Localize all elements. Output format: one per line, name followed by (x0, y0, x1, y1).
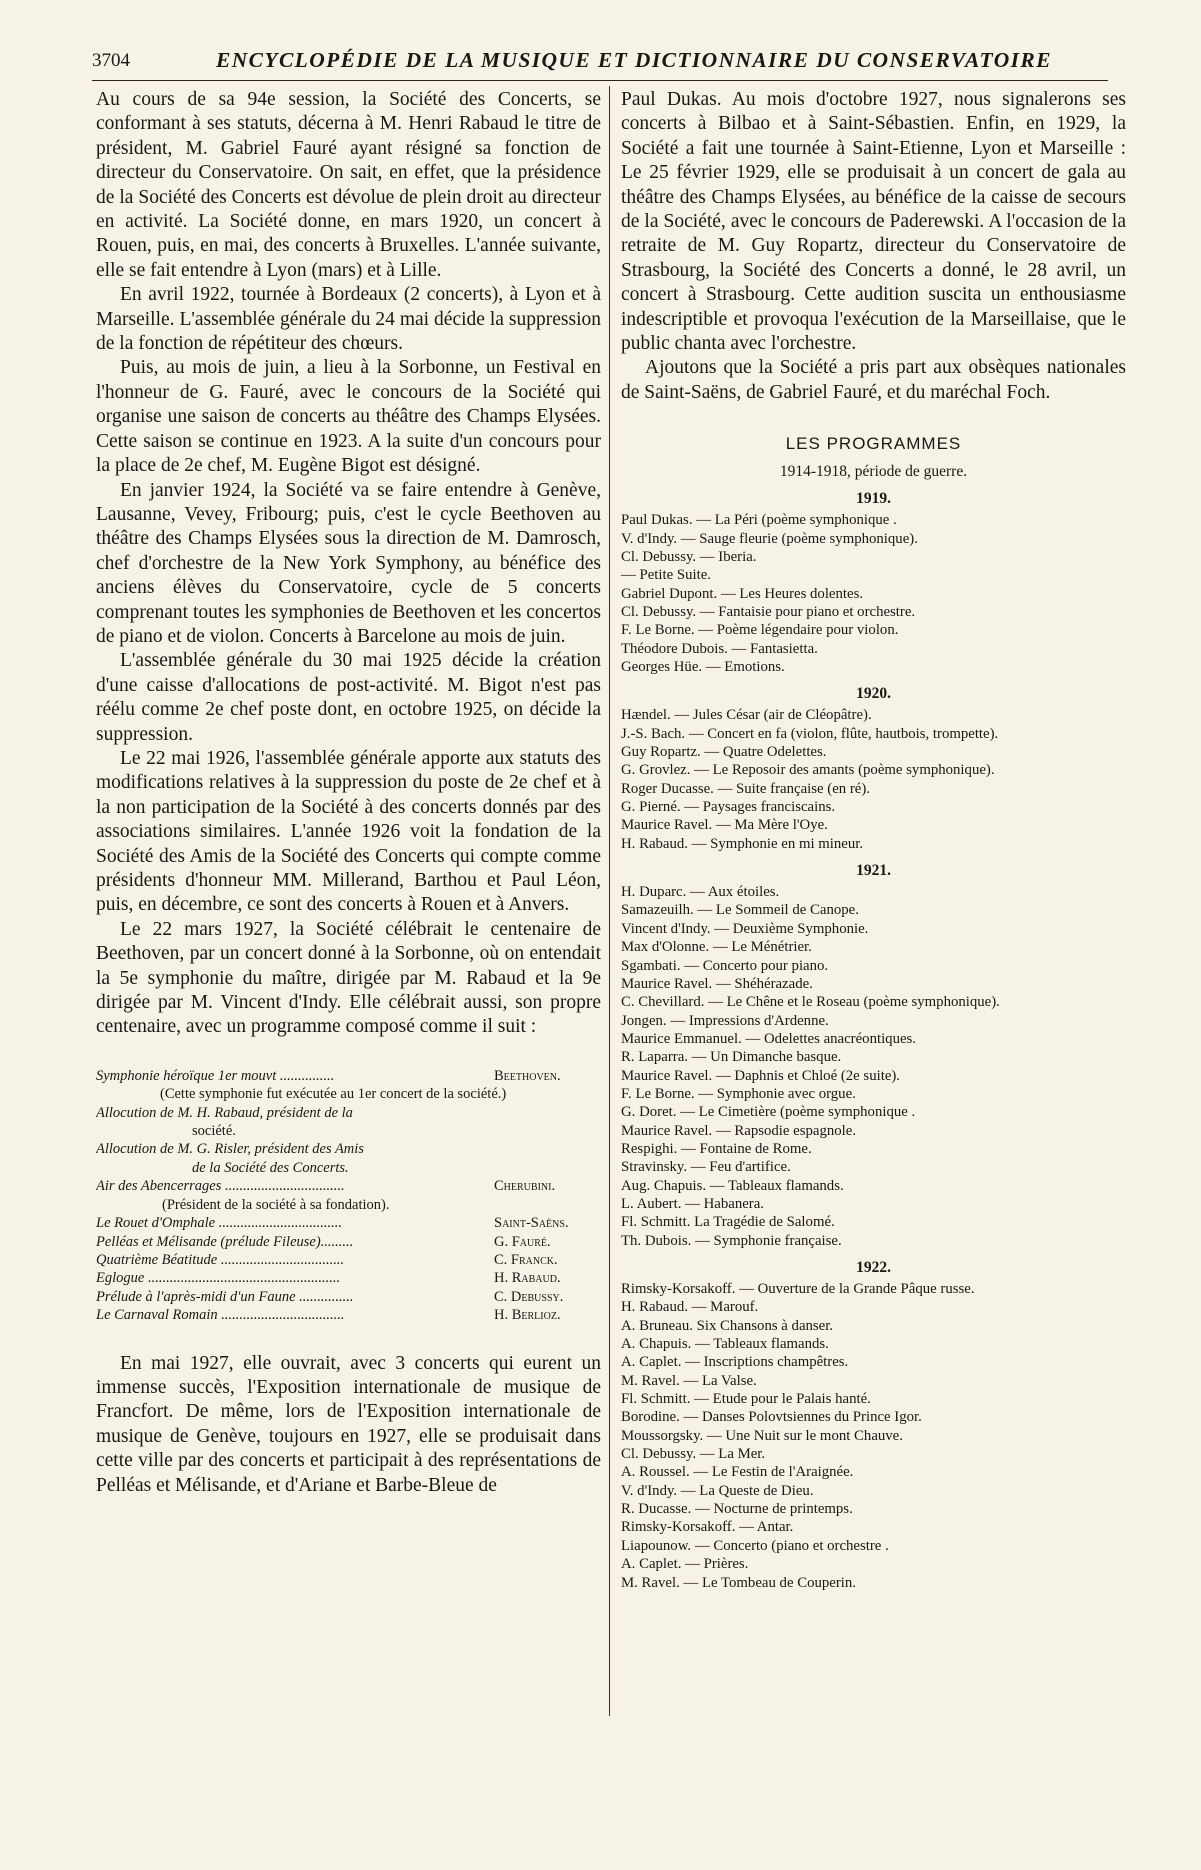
year-heading: 1921. (856, 862, 891, 880)
program-entry: Sgambati. — Concerto pour piano. (621, 957, 829, 974)
paragraph: Le 22 mai 1926, l'assemblée générale apporte aux statuts des modifications relatives à la suppression du poste de 2e chef et à la non participation de la Société à des concerts donnés par des associations similaires. L'année 1926 voit la fondation de la Société des Amis de la Société des Concerts qui compte comme présidents d'honneur MM. Millerand, Barthou et Paul Léon, puis, en décembre, ce sont des concerts à Rouen et à Anvers. (96, 747, 601, 916)
paragraph: Ajoutons que la Société a pris part aux obsèques nationales de Saint-Saëns, de Gabriel Fauré, et du maréchal Foch. (621, 357, 1126, 403)
program-entry: G. Pierné. — Paysages franciscains. (621, 799, 836, 816)
program-entry: F. Le Borne. — Poème légendaire pour violon. (621, 622, 899, 639)
program-title: Allocution de M. G. Risler, président des Amis (96, 1141, 364, 1158)
page-number: 3704 (92, 50, 130, 71)
program-title: Air des Abencerrages ................................. (96, 1178, 345, 1195)
year-list (621, 883, 1126, 1250)
program-row (96, 1269, 601, 1287)
program-title: Symphonie héroïque 1er mouvt ............... (96, 1067, 335, 1084)
year-heading: 1920. (856, 685, 891, 703)
year-heading: 1922. (856, 1259, 891, 1276)
program-row (96, 1233, 601, 1251)
program-title: Quatrième Béatitude .................................. (96, 1251, 345, 1268)
program-row (96, 1288, 601, 1306)
paragraph: Paul Dukas. Au mois d'octobre 1927, nous signalerons ses concerts à Bilbao et à Saint-Sébastien. Enfin, en 1929, la Société a fait une tournée à Saint-Etienne, Lyon et Marseille : Le 25 février 1929, elle se produisait à un concert de gala au théâtre des Champs Elysées, au bénéfice de la caisse de secours de la Société, avec le concours de Paderewski. A l'occasion de la retraite de M. Guy Ropartz, directeur du Conservatoire de Strasbourg, la Société des Concerts a donné, le 28 avril, un concert à Strasbourg. Cette audition suscita un enthousiasme indescriptible et provoqua l'exécution de la Marseillaise, que le public chanta avec l'orchestre. (621, 89, 1126, 355)
year-list (621, 706, 1126, 853)
program-entry: A. Caplet. — Inscriptions champêtres. (621, 1354, 849, 1371)
program-entry: Cl. Debussy. — Iberia. (621, 548, 757, 565)
program-row (96, 1214, 601, 1232)
program-entry: Hændel. — Jules César (air de Cléopâtre). (621, 707, 872, 724)
program-entry: Rimsky-Korsakoff. — Antar. (621, 1519, 794, 1536)
program-entry: Fl. Schmitt. La Tragédie de Salomé. (621, 1214, 835, 1231)
running-title: ENCYCLOPÉDIE DE LA MUSIQUE ET DICTIONNAIRE DU CONSERVATOIRE (216, 48, 1052, 72)
paragraph: L'assemblée générale du 30 mai 1925 décide la création d'une caisse d'allocations de post-activité. M. Bigot n'est pas réélu comme 2e chef poste dont, en octobre 1925, on décide la suppression. (96, 650, 601, 745)
program-note: (Cette symphonie fut exécutée au 1er concert de la société.) (160, 1086, 507, 1103)
program-row (96, 1251, 601, 1269)
program-entry: Cl. Debussy. — La Mer. (621, 1446, 766, 1463)
program-entry: C. Chevillard. — Le Chêne et le Roseau (poème symphonique). (621, 994, 1000, 1011)
year-list (621, 511, 1126, 676)
program-composer: Cherubini. (494, 1178, 556, 1195)
program-note: de la Société des Concerts. (192, 1159, 349, 1176)
program-entry: Guy Ropartz. — Quatre Odelettes. (621, 744, 827, 761)
paragraph: Le 22 mars 1927, la Société célébrait le centenaire de Beethoven, par un concert donné à la Sorbonne, où on entendait la 5e symphonie du maître, dirigée par M. Rabaud et la 9e dirigée par M. Vincent d'Indy. Elle célébrait aussi, son propre centenaire, avec un programme composé comme il suit : (96, 918, 601, 1038)
program-row (96, 1104, 601, 1122)
program-entry: J.-S. Bach. — Concert en fa (violon, flûte, hautbois, trompette). (621, 725, 999, 742)
program-entry: Maurice Ravel. — Daphnis et Chloé (2e suite). (621, 1067, 901, 1084)
centenary-program (96, 1067, 601, 1325)
program-title: Allocution de M. H. Rabaud, président de la (96, 1104, 353, 1121)
program-composer: G. Fauré. (494, 1233, 551, 1250)
program-composer: C. Franck. (494, 1251, 558, 1268)
left-column (96, 88, 601, 1498)
program-composer: H. Berlioz. (494, 1307, 561, 1324)
program-entry: A. Caplet. — Prières. (621, 1556, 749, 1573)
program-entry: Moussorgsky. — Une Nuit sur le mont Chauve. (621, 1427, 903, 1444)
program-entry: M. Ravel. — Le Tombeau de Couperin. (621, 1574, 856, 1591)
right-column (621, 88, 1126, 1592)
program-row (96, 1140, 601, 1158)
program-entry: Cl. Debussy. — Fantaisie pour piano et orchestre. (621, 604, 916, 620)
program-entry: Roger Ducasse. — Suite française (en ré). (621, 780, 870, 797)
program-entry: H. Rabaud. — Marouf. (621, 1299, 759, 1316)
program-title: Le Carnaval Romain .................................. (96, 1307, 345, 1324)
header-rule (92, 80, 1108, 81)
program-entry: A. Bruneau. Six Chansons à danser. (621, 1317, 834, 1334)
year-list (621, 1280, 1126, 1592)
program-entry: Gabriel Dupont. — Les Heures dolentes. (621, 585, 864, 602)
program-entry: R. Ducasse. — Nocturne de printemps. (621, 1501, 853, 1518)
year-heading: 1919. (856, 490, 891, 508)
program-entry: Maurice Ravel. — Shéhérazade. (621, 975, 813, 992)
program-row (96, 1306, 601, 1324)
program-row (96, 1067, 601, 1085)
program-composer: Beethoven. (494, 1067, 561, 1084)
paragraph: En avril 1922, tournée à Bordeaux (2 concerts), à Lyon et à Marseille. L'assemblée générale du 24 mai décide la suppression de la fonction de répétiteur des chœurs. (96, 284, 601, 355)
program-title: Prélude à l'après-midi d'un Faune ............... (96, 1288, 354, 1305)
program-entry: M. Ravel. — La Valse. (621, 1372, 757, 1389)
program-entry: Max d'Olonne. — Le Ménétrier. (621, 939, 812, 956)
program-entry: Th. Dubois. — Symphonie française. (621, 1232, 842, 1249)
program-entry: Vincent d'Indy. — Deuxième Symphonie. (621, 920, 869, 937)
program-entry: Maurice Emmanuel. — Odelettes anacréontiques. (621, 1030, 917, 1047)
column-divider (609, 86, 610, 1716)
program-composer: H. Rabaud. (494, 1270, 561, 1287)
program-entry: A. Roussel. — Le Festin de l'Araignée. (621, 1464, 854, 1481)
program-entry: Samazeuilh. — Le Sommeil de Canope. (621, 902, 859, 919)
program-entry: Théodore Dubois. — Fantasietta. (621, 640, 818, 657)
program-composer: Saint-Saëns. (494, 1215, 569, 1232)
program-note: (Président de la société à sa fondation). (162, 1196, 390, 1213)
program-entry: H. Duparc. — Aux étoiles. (621, 884, 780, 901)
program-entry: Stravinsky. — Feu d'artifice. (621, 1159, 791, 1176)
program-entry: V. d'Indy. — Sauge fleurie (poème symphonique). (621, 530, 918, 547)
program-entry: Fl. Schmitt. — Etude pour le Palais hanté. (621, 1391, 871, 1408)
program-entry: Rimsky-Korsakoff. — Ouverture de la Grande Pâque russe. (621, 1281, 975, 1297)
page-header (92, 50, 1112, 80)
programmes-heading: LES PROGRAMMES (785, 434, 962, 454)
program-title: Eglogue ..................................................... (96, 1270, 341, 1287)
program-entry: Respighi. — Fontaine de Rome. (621, 1140, 812, 1157)
program-entry: Liapounow. — Concerto (piano et orchestre . (621, 1537, 889, 1554)
program-composer: C. Debussy. (494, 1288, 564, 1305)
program-entry: Jongen. — Impressions d'Ardenne. (621, 1012, 829, 1029)
program-entry: H. Rabaud. — Symphonie en mi mineur. (621, 835, 864, 852)
program-entry: Aug. Chapuis. — Tableaux flamands. (621, 1177, 844, 1194)
paragraph: En mai 1927, elle ouvrait, avec 3 concerts qui eurent un immense succès, l'Exposition internationale de musique de Francfort. De même, lors de l'Exposition internationale de musique de Genève, toujours en 1927, elle se produisait dans cette ville par des concerts et participait à des représentations de Pelléas et Mélisande, et d'Ariane et Barbe-Bleue de (96, 1352, 601, 1496)
program-note: société. (192, 1123, 236, 1140)
program-entry: — Petite Suite. (621, 567, 712, 584)
program-entry: Maurice Ravel. — Rapsodie espagnole. (621, 1122, 857, 1139)
program-entry: V. d'Indy. — La Queste de Dieu. (621, 1482, 814, 1499)
program-row (96, 1177, 601, 1195)
program-entry: G. Grovlez. — Le Reposoir des amants (poème symphonique). (621, 762, 995, 779)
program-entry: Paul Dukas. — La Péri (poème symphonique . (621, 512, 897, 529)
program-entry: A. Chapuis. — Tableaux flamands. (621, 1336, 829, 1353)
program-title: Pelléas et Mélisande (prélude Fileuse)......... (96, 1233, 354, 1250)
program-title: Le Rouet d'Omphale .................................. (96, 1215, 342, 1232)
program-entry: F. Le Borne. — Symphonie avec orgue. (621, 1085, 856, 1102)
paragraph: Puis, au mois de juin, a lieu à la Sorbonne, un Festival en l'honneur de G. Fauré, avec le concours de la Société qui organise une saison de concerts au théâtre des Champs Elysées. Cette saison se continue en 1923. A la suite d'un concours pour la place de 2e chef, M. Eugène Bigot est désigné. (96, 357, 601, 477)
program-entry: Georges Hüe. — Emotions. (621, 659, 785, 676)
program-entry: Borodine. — Danses Polovtsiennes du Prince Igor. (621, 1409, 922, 1426)
paragraph: En janvier 1924, la Société va se faire entendre à Genève, Lausanne, Vevey, Fribourg; puis, c'est le cycle Beethoven au théâtre des Champs Elysées sous la direction de M. Damrosch, chef d'orchestre de la New York Symphony, au bénéfice des anciens élèves du Conservatoire, cycle de 5 concerts comprenant toutes les symphonies de Beethoven et les concertos de piano et de violon. Concerts à Barcelone au mois de juin. (96, 479, 601, 647)
program-entry: Maurice Ravel. — Ma Mère l'Oye. (621, 817, 828, 834)
program-entry: G. Doret. — Le Cimetière (poème symphonique . (621, 1104, 916, 1121)
period-subheading: 1914-1918, période de guerre. (779, 463, 968, 481)
paragraph: Au cours de sa 94e session, la Société des Concerts, se conformant à ses statuts, décerna à M. Henri Rabaud le titre de président, M. Gabriel Fauré ayant résigné sa fonction de directeur du Conservatoire. On sait, en effet, que la présidence de la Société des Concerts est dévolue de plein droit au directeur en activité. La Société donne, en mars 1920, un concert à Rouen, puis, en mai, des concerts à Bruxelles. L'année suivante, elle se fait entendre à Lyon (mars) et à Lille. (96, 89, 601, 281)
program-entry: R. Laparra. — Un Dimanche basque. (621, 1049, 842, 1066)
program-entry: L. Aubert. — Habanera. (621, 1195, 764, 1212)
